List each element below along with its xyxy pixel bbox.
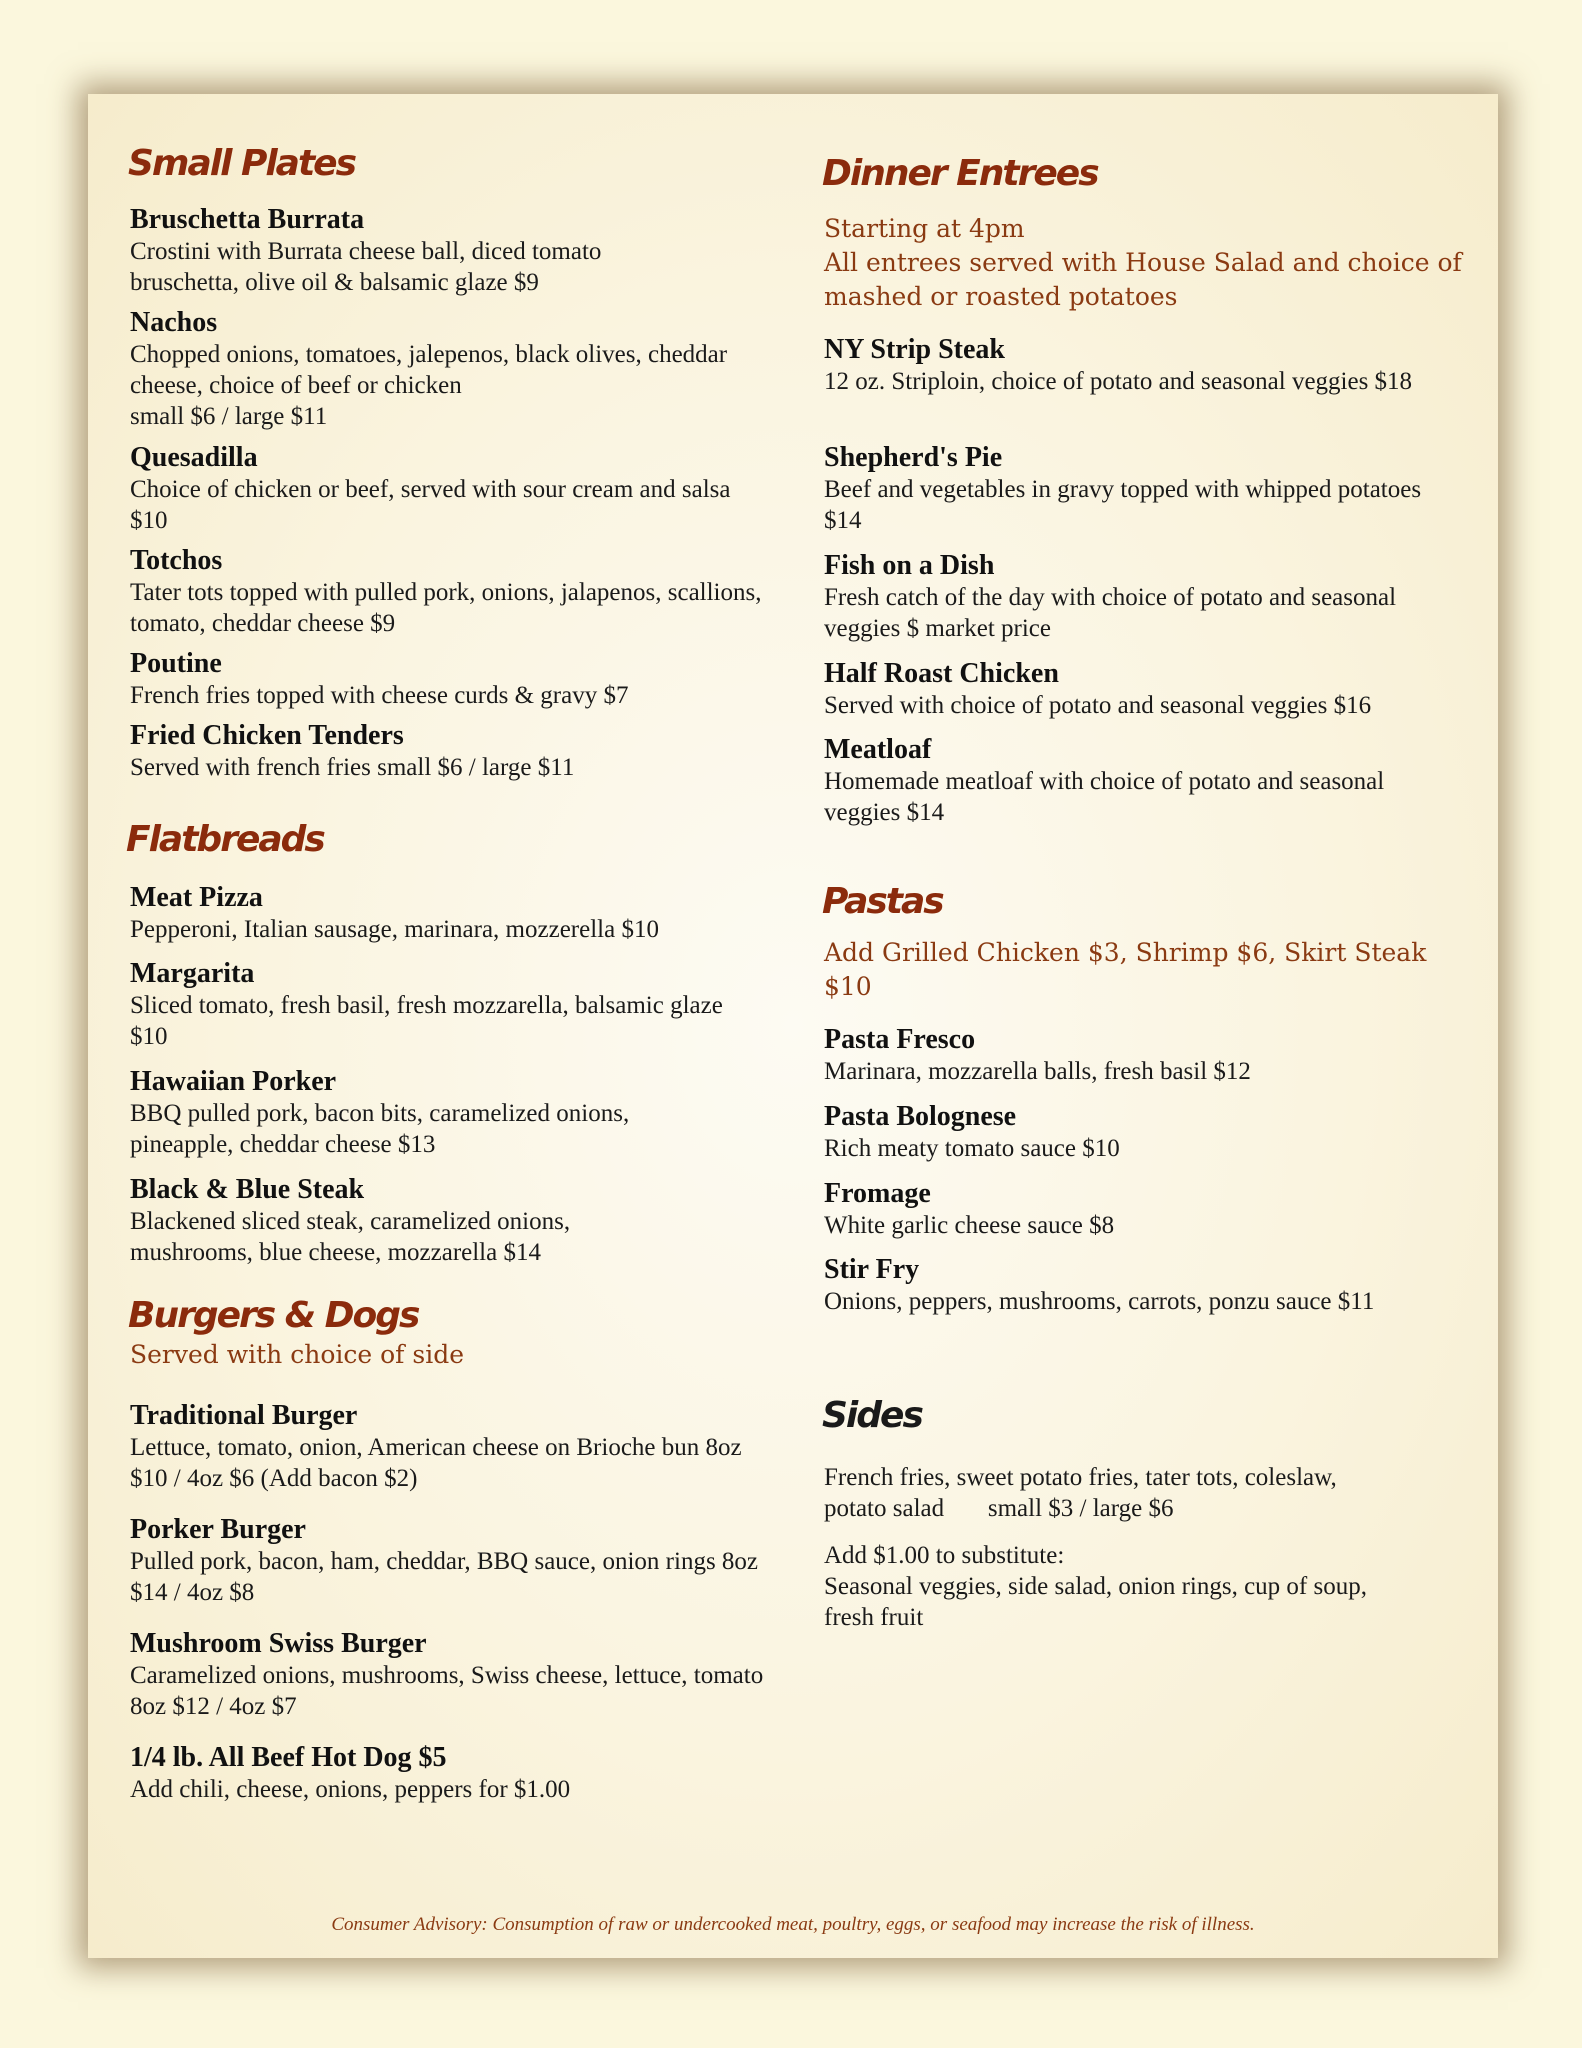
item-name: 1/4 lb. All Beef Hot Dog $5 — [130, 1742, 447, 1773]
item-name: Fried Chicken Tenders — [130, 720, 404, 751]
section-title-dinner: Dinner Entrees — [822, 153, 1098, 194]
item-name: Shepherd's Pie — [824, 442, 1003, 473]
item-name: Stir Fry — [824, 1254, 920, 1285]
menu-item — [130, 958, 850, 1052]
item-desc: Homemade meatloaf with choice of potato and seasonal veggies $14 — [824, 768, 1385, 826]
menu-item — [130, 545, 850, 639]
item-desc: Pepperoni, Italian sausage, marinara, mozzerella $10 — [130, 916, 659, 943]
section-note: Starting at 4pm — [824, 214, 1025, 243]
item-name: Quesadilla — [130, 442, 258, 473]
item-price: small $6 / large $11 — [130, 403, 328, 430]
section-title-burgers: Burgers & Dogs — [128, 1295, 419, 1336]
menu-item — [130, 1066, 850, 1160]
item-name: Pasta Fresco — [824, 1024, 976, 1055]
section-note: Add Grilled Chicken $3, Shrimp $6, Skirt Steak — [824, 938, 1427, 967]
menu-item — [130, 1514, 850, 1608]
menu-item — [130, 1400, 850, 1494]
menu-item — [824, 1024, 1484, 1087]
section-title-flatbreads: Flatbreads — [126, 819, 324, 860]
item-desc: Lettuce, tomato, onion, American cheese on Brioche bun 8oz $10 / 4oz $6 (Add bacon $2) — [130, 1434, 742, 1492]
item-desc: Marinara, mozzarella balls, fresh basil $12 — [824, 1058, 1251, 1085]
menu-item — [824, 1254, 1484, 1317]
item-name: Half Roast Chicken — [824, 658, 1059, 689]
item-name: Fromage — [824, 1178, 931, 1209]
item-name: Poutine — [130, 648, 222, 679]
item-desc: Served with french fries small $6 / large $11 — [130, 754, 575, 781]
item-name: Meat Pizza — [130, 882, 263, 913]
item-desc: Beef and vegetables in gravy topped with whipped potatoes $14 — [824, 476, 1422, 534]
menu-item — [130, 307, 850, 432]
sides-line: French fries, sweet potato fries, tater tots, coleslaw, — [824, 1464, 1337, 1491]
item-desc: Onions, peppers, mushrooms, carrots, ponzu sauce $11 — [824, 1288, 1375, 1315]
item-name: Totchos — [130, 545, 223, 576]
item-desc: BBQ pulled pork, bacon bits, caramelized onions, pineapple, cheddar cheese $13 — [130, 1100, 630, 1158]
menu-item — [130, 882, 850, 945]
item-name: Nachos — [130, 307, 218, 338]
item-desc: 12 oz. Striploin, choice of potato and seasonal veggies $18 — [824, 368, 1413, 395]
menu-item — [130, 1742, 850, 1805]
menu-item — [824, 334, 1484, 397]
item-desc: Fresh catch of the day with choice of potato and seasonal veggies $ market price — [824, 584, 1397, 642]
item-name: Pasta Bolognese — [824, 1101, 1017, 1132]
item-desc: Tater tots topped with pulled pork, onions, jalapenos, scallions, tomato, cheddar cheese $9 — [130, 579, 762, 637]
item-name: Porker Burger — [130, 1514, 306, 1545]
section-title-small-plates: Small Plates — [128, 143, 356, 184]
sides-line: potato salad small $3 / large $6 — [824, 1495, 1174, 1522]
menu-item — [130, 442, 850, 536]
item-desc: Caramelized onions, mushrooms, Swiss cheese, lettuce, tomato 8oz $12 / 4oz $7 — [130, 1662, 764, 1720]
section-note: All entrees served with House Salad and choice of — [824, 248, 1462, 277]
item-name: Meatloaf — [824, 734, 932, 765]
item-name: Margarita — [130, 958, 255, 989]
consumer-advisory: Consumer Advisory: Consumption of raw or undercooked meat, poultry, eggs, or seafood may increase the risk of illness. — [331, 1914, 1255, 1935]
item-name: NY Strip Steak — [824, 334, 1005, 365]
menu-item — [130, 1628, 850, 1722]
item-desc: Rich meaty tomato sauce $10 — [824, 1135, 1120, 1162]
item-desc: Crostini with Burrata cheese ball, diced tomato bruschetta, olive oil & balsamic glaze $9 — [130, 238, 602, 296]
item-desc: Add chili, cheese, onions, peppers for $1.00 — [130, 1776, 571, 1803]
item-desc: French fries topped with cheese curds & gravy $7 — [130, 682, 629, 709]
menu-item — [824, 1101, 1484, 1164]
menu-item — [130, 720, 850, 783]
section-note: mashed or roasted potatoes — [824, 282, 1178, 311]
menu-item — [130, 1174, 850, 1268]
sides-line: Seasonal veggies, side salad, onion rings, cup of soup, — [824, 1573, 1367, 1600]
menu-item — [824, 1178, 1484, 1241]
section-note: $10 — [824, 972, 872, 1001]
sides-line: Add $1.00 to substitute: — [824, 1542, 1065, 1569]
item-name: Hawaiian Porker — [130, 1066, 337, 1097]
item-name: Bruschetta Burrata — [130, 204, 365, 235]
section-title-pastas: Pastas — [822, 881, 943, 922]
menu-item — [130, 648, 850, 711]
item-desc: White garlic cheese sauce $8 — [824, 1212, 1115, 1239]
section-note: Served with choice of side — [130, 1340, 464, 1369]
menu-page — [88, 94, 1498, 1958]
item-name: Traditional Burger — [130, 1400, 358, 1431]
item-desc: Choice of chicken or beef, served with sour cream and salsa $10 — [130, 476, 731, 534]
item-desc: Chopped onions, tomatoes, jalepenos, black olives, cheddar cheese, choice of beef or chicken — [130, 341, 728, 399]
item-name: Black & Blue Steak — [130, 1174, 365, 1205]
item-desc: Pulled pork, bacon, ham, cheddar, BBQ sauce, onion rings 8oz $14 / 4oz $8 — [130, 1548, 759, 1606]
item-name: Mushroom Swiss Burger — [130, 1628, 427, 1659]
menu-item — [824, 442, 1484, 536]
item-desc: Served with choice of potato and seasonal veggies $16 — [824, 692, 1372, 719]
menu-item — [824, 658, 1484, 721]
menu-item — [130, 204, 850, 298]
item-desc: Sliced tomato, fresh basil, fresh mozzarella, balsamic glaze $10 — [130, 992, 723, 1050]
item-name: Fish on a Dish — [824, 550, 995, 581]
menu-item — [824, 734, 1484, 828]
item-desc: Blackened sliced steak, caramelized onions, mushrooms, blue cheese, mozzarella $14 — [130, 1208, 571, 1266]
sides-line: fresh fruit — [824, 1604, 924, 1631]
section-title-sides: Sides — [822, 1395, 922, 1436]
menu-item — [824, 550, 1484, 644]
